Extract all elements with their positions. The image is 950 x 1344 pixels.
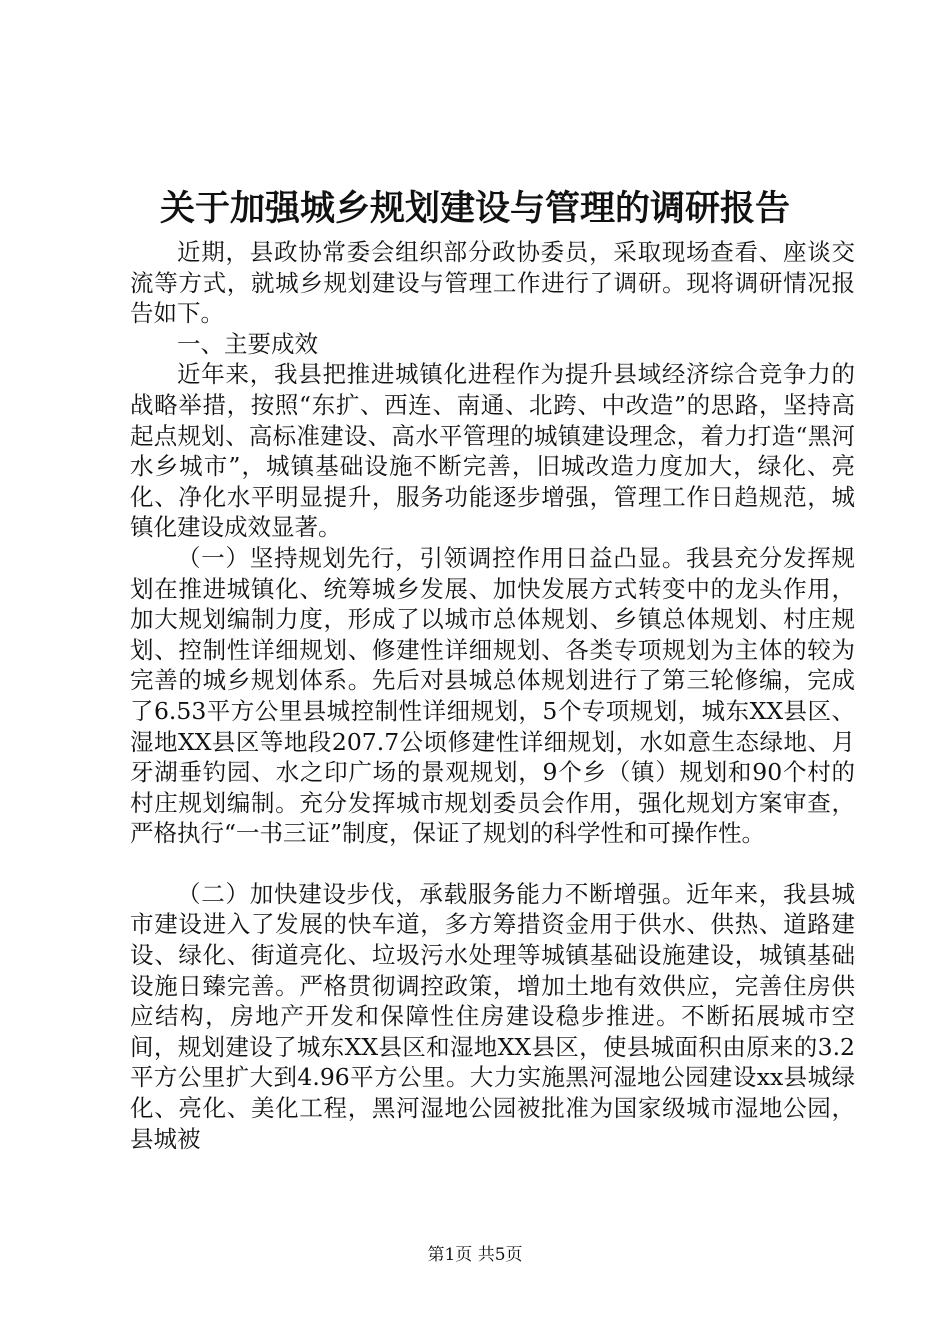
document-title: 关于加强城乡规划建设与管理的调研报告 <box>159 188 790 229</box>
paragraph-overview: 近年来，我县把推进城镇化进程作为提升县域经济综合竞争力的战略举措，按照“东扩、西连、南通、北跨、中改造”的思路，坚持高起点规划、高标准建设、高水平管理的城镇建设理念，着力打造“黑河水乡城市”，城镇基础设施不断完善，旧城改造力度加大，绿化、亮化、净化水平明显提升，服务功能逐步增强，管理工作日趋规范，城镇化建设成效显著。 <box>130 360 855 542</box>
paragraph-planning-first: （一）坚持规划先行，引领调控作用日益凸显。我县充分发挥规划在推进城镇化、统筹城乡发展、加快发展方式转变中的龙头作用，加大规划编制力度，形成了以城市总体规划、乡镇总体规划、村庄规划、控制性详细规划、修建性详细规划、各类专项规划为主体的较为完善的城乡规划体系。先后对县城总体规划进行了第三轮修编，完成了6.53平方公里县城控制性详细规划，5个专项规划，城东XX县区、湿地XX县区等地段207.7公顷修建性详细规划，水如意生态绿地、月牙湖垂钓园、水之印广场的景观规划，9个乡（镇）规划和90个村的村庄规划编制。充分发挥城市规划委员会作用，强化规划方案审查，严格执行“一书三证”制度，保证了规划的科学性和可操作性。 <box>130 543 855 848</box>
paragraph-construction: （二）加快建设步伐，承载服务能力不断增强。近年来，我县城市建设进入了发展的快车道，多方筹措资金用于供水、供热、道路建设、绿化、街道亮化、垃圾污水处理等城镇基础设施建设，城镇基础设施日臻完善。严格贯彻调控政策，增加土地有效供应，完善住房供应结构，房地产开发和保障性住房建设稳步推进。不断拓展城市空间，规划建设了城东XX县区和湿地XX县区，使县城面积由原来的3.2平方公里扩大到4.96平方公里。大力实施黑河湿地公园建设xx县城绿化、亮化、美化工程，黑河湿地公园被批准为国家级城市湿地公园，县城被 <box>130 879 855 1153</box>
section-heading-main-results: 一、主要成效 <box>177 329 318 358</box>
page-number-footer: 第1页 共5页 <box>427 1245 523 1265</box>
document-body <box>130 237 855 1154</box>
paragraph-intro: 近期，县政协常委会组织部分政协委员，采取现场查看、座谈交流等方式，就城乡规划建设与管理工作进行了调研。现将调研情况报告如下。 <box>130 238 855 328</box>
